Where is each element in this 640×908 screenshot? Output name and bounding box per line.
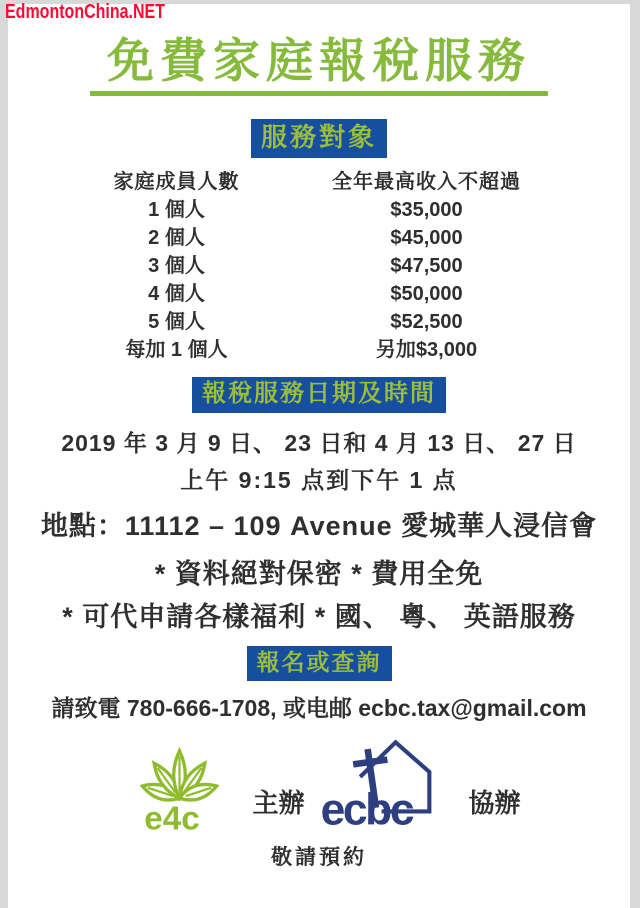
flyer-title: 免費家庭報稅服務 [107,34,531,87]
ecbc-house-cross-logo [319,729,459,838]
svg-text:ecbc: ecbc [320,785,412,834]
section-badge-service-target: 服務對象 [251,119,387,158]
table-row-income: $50,000 [390,282,463,305]
svg-text:e4c: e4c [144,801,201,834]
table-row-income: 另加$3,000 [375,338,478,361]
table-row-members: 每加 1 個人 [125,338,228,361]
section-badge-signup: 報名或查詢 [247,646,392,681]
table-header-members: 家庭成員人數 [113,170,240,193]
flyer-page [8,4,630,908]
cohost-block [319,729,521,838]
contact-line: 請致電 780-666-1708, 或电邮 ecbc.tax@gmail.com [51,695,587,722]
note-confidential: * 資料絕對保密 * 費用全免 [154,559,484,590]
table-row-members: 5 個人 [148,310,205,333]
host-label: 主辦 [252,788,305,819]
table-row-income: $52,500 [390,310,463,333]
section-badge-schedule: 報稅服務日期及時間 [192,377,446,413]
service-location: 地點：11112 – 109 Avenue 愛城華人浸信會 [40,511,598,542]
cohost-label: 協辦 [468,788,521,819]
e4c-leaf-logo [117,725,242,838]
table-header-income: 全年最高收入不超過 [332,170,521,193]
service-time: 上午 9:15 点到下午 1 点 [180,467,458,494]
table-row-income: $35,000 [390,198,463,221]
table-row-income: $47,500 [390,254,463,277]
service-dates: 2019 年 3 月 9 日、 23 日和 4 月 13 日、 27 日 [61,430,577,457]
table-row-members: 1 個人 [148,198,205,221]
table-row-members: 3 個人 [148,254,205,277]
site-watermark: EdmontonChina.NET [5,1,165,23]
eligibility-table [69,168,569,364]
table-row-members: 2 個人 [148,226,205,249]
table-row-members: 4 個人 [148,282,205,305]
title-underline [90,91,548,96]
host-block [117,725,304,838]
organizer-logos [8,726,630,838]
appointment-note: 敬請預約 [271,846,367,870]
table-row-income: $45,000 [390,226,463,249]
note-benefits-languages: * 可代申請各樣福利 * 國、 粵、 英語服務 [62,602,576,633]
